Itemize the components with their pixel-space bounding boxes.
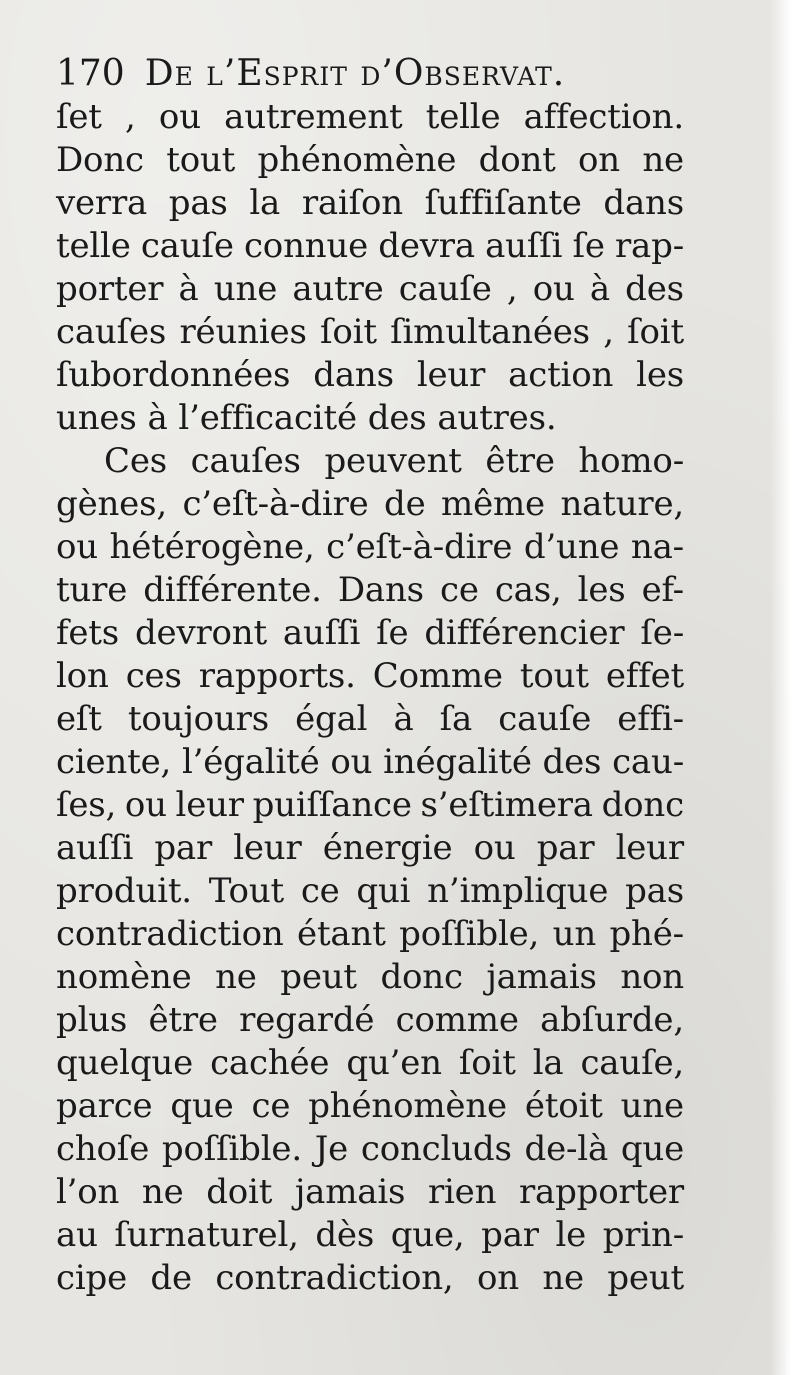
word: ture [56, 570, 128, 610]
word: comme [395, 1000, 519, 1040]
word: leur [416, 355, 486, 395]
word: dès [315, 1215, 375, 1255]
text-line [56, 612, 684, 655]
word: une [620, 1086, 684, 1126]
word: auſſi [485, 226, 563, 266]
word: rapporter [518, 1172, 684, 1212]
word: cauſe [140, 226, 234, 266]
word: cauſe [498, 699, 592, 739]
word: choſe [56, 1129, 150, 1169]
word: la [249, 183, 281, 223]
word: ſuffiſante [424, 183, 582, 223]
word: ou [473, 828, 516, 868]
word: un [552, 914, 597, 954]
word: auſſi [56, 828, 134, 868]
word: s’eſtimera [420, 785, 593, 825]
text-line [56, 182, 684, 225]
word: énergie [322, 828, 453, 868]
word: Ces [104, 441, 167, 481]
word: une [213, 269, 278, 309]
word: que, [390, 1215, 465, 1255]
word: raiſon [301, 183, 403, 223]
word: des [625, 269, 684, 309]
word: phénomène [257, 140, 457, 180]
word: à [393, 699, 414, 739]
word: des [542, 742, 602, 782]
word: ou [330, 742, 373, 782]
text-line [56, 526, 684, 569]
word: parce [56, 1086, 153, 1126]
word: jamais [294, 1172, 406, 1212]
word: phé- [609, 914, 684, 954]
text-line [56, 784, 684, 827]
word: c’eſt-à-dire [326, 527, 513, 567]
word: , [506, 269, 518, 309]
word: ſoit [320, 312, 377, 352]
word: la [532, 1043, 564, 1083]
word: concluds [360, 1129, 512, 1169]
word: devront [134, 613, 267, 653]
word: devra [378, 226, 475, 266]
word: leur [615, 828, 684, 868]
text-line [56, 1214, 684, 1257]
word: na- [630, 527, 684, 567]
word: l’efficacité [178, 398, 357, 438]
word: cauſe, [580, 1043, 684, 1083]
text-line [56, 96, 684, 139]
word: ne [542, 1258, 584, 1298]
text-line [56, 354, 684, 397]
word: connue [243, 226, 369, 266]
word: quelque [56, 1043, 194, 1083]
word: inégalité [383, 742, 532, 782]
text-line [56, 870, 684, 913]
text-line [56, 655, 684, 698]
word: même [441, 484, 545, 524]
word: plus [56, 1000, 128, 1040]
word: Donc [56, 140, 144, 180]
word: porter [56, 269, 164, 309]
word: différente. [143, 570, 322, 610]
word: égal [295, 699, 368, 739]
word: autrement [224, 97, 403, 137]
word: l’égalité [181, 742, 320, 782]
text-line [56, 956, 684, 999]
text-line [56, 268, 684, 311]
word: nature, [560, 484, 684, 524]
text-line [56, 913, 684, 956]
word: ef- [641, 570, 684, 610]
word: donc [380, 957, 463, 997]
word: cauſe [398, 269, 492, 309]
word: effi- [617, 699, 684, 739]
word: à [589, 269, 610, 309]
word: de [150, 1258, 192, 1298]
text-line [56, 1257, 684, 1300]
word: ou [124, 785, 167, 825]
word: ne [215, 957, 257, 997]
word: effet [605, 656, 684, 696]
text-line [56, 741, 684, 784]
word: ſe [376, 613, 409, 653]
word: action [508, 355, 614, 395]
word: gènes, [56, 484, 167, 524]
word: dans [603, 183, 684, 223]
word: , [125, 97, 136, 137]
word: cachée [210, 1043, 330, 1083]
text-line [56, 698, 684, 741]
word: des [367, 398, 427, 438]
word: cauſes [56, 312, 167, 352]
word: puiſſance [252, 785, 412, 825]
word: être [485, 441, 555, 481]
word: pas [625, 871, 684, 911]
word: à [178, 269, 199, 309]
word: produit. [56, 871, 192, 911]
text-line [56, 440, 684, 483]
word: homo- [578, 441, 684, 481]
text-line [56, 1085, 684, 1128]
word: on [476, 1258, 519, 1298]
word: par [154, 828, 213, 868]
word: peuvent [324, 441, 462, 481]
word: c’eſt-à-dire [182, 484, 369, 524]
word: on [578, 140, 620, 180]
word: que [620, 1129, 684, 1169]
word: ce [251, 1086, 291, 1126]
word: non [620, 957, 684, 997]
word: réunies [179, 312, 307, 352]
word: les [577, 570, 626, 610]
text-line [56, 999, 684, 1042]
word: phénomène [308, 1086, 507, 1126]
word: par [481, 1215, 539, 1255]
running-head [56, 52, 684, 96]
word: leur [233, 828, 302, 868]
word: autre [292, 269, 384, 309]
text-line [56, 483, 684, 526]
word: regardé [239, 1000, 375, 1040]
word: les [636, 355, 684, 395]
word: étant [297, 914, 386, 954]
word: Comme [372, 656, 503, 696]
word: par [536, 828, 595, 868]
word: ſe- [640, 613, 684, 653]
word: au [56, 1215, 98, 1255]
word: Dans [337, 570, 424, 610]
word: cipe [56, 1258, 128, 1298]
word: hétérogène, [109, 527, 315, 567]
word: abſurde, [540, 1000, 684, 1040]
word: contradiction, [215, 1258, 454, 1298]
word: ciente, [56, 742, 172, 782]
word: toujours [127, 699, 269, 739]
word: ou [158, 97, 201, 137]
word: nomène [56, 957, 192, 997]
word: ce [440, 570, 479, 610]
word: ſa [439, 699, 473, 739]
word: le [555, 1215, 587, 1255]
word: cas, [494, 570, 562, 610]
word: Je [314, 1129, 349, 1169]
word: Tout [208, 871, 284, 911]
text-line [56, 139, 684, 182]
word: rien [427, 1172, 497, 1212]
word: d’une [523, 527, 620, 567]
running-title: De l’Esprit d’Observat. [144, 53, 566, 94]
word: unes [56, 398, 137, 438]
word: que [170, 1086, 234, 1126]
text-line [56, 569, 684, 612]
word: auſſi [282, 613, 361, 653]
word: doit [206, 1172, 273, 1212]
word: ou [56, 527, 98, 567]
word: dont [478, 140, 556, 180]
word: dans [313, 355, 394, 395]
word: n’implique [427, 871, 609, 911]
word: à [147, 398, 168, 438]
word: ne [642, 140, 684, 180]
word: ne [141, 1172, 184, 1212]
body-text [56, 96, 684, 1300]
word: différencier [424, 613, 625, 653]
text-line [56, 397, 684, 440]
word: ou [532, 269, 575, 309]
word: cauſes [190, 441, 301, 481]
word: être [148, 1000, 218, 1040]
word: , [603, 312, 614, 352]
word: eſt [56, 699, 102, 739]
page-edge [770, 0, 800, 1375]
word: autres. [437, 398, 557, 438]
word: telle [425, 97, 501, 137]
word: ſe [572, 226, 605, 266]
word: ces [125, 656, 182, 696]
text-line [56, 225, 684, 268]
word: ſes, [56, 785, 117, 825]
word: tout [166, 140, 236, 180]
word: qu’en [346, 1043, 442, 1083]
word: leur [175, 785, 244, 825]
word: fets [56, 613, 120, 653]
word: ſoit [458, 1043, 516, 1083]
text-block [56, 52, 684, 1300]
word: telle [56, 226, 131, 266]
text-line [56, 1171, 684, 1214]
word: verra [56, 183, 148, 223]
word: peut [607, 1258, 684, 1298]
word: ſoit [627, 312, 684, 352]
word: affection. [523, 97, 684, 137]
word: pas [168, 183, 228, 223]
text-line [56, 827, 684, 870]
word: poſſible, [399, 914, 540, 954]
word: de [384, 484, 426, 524]
word: cau- [612, 742, 684, 782]
word: qui [356, 871, 411, 911]
word: prin- [602, 1215, 684, 1255]
word: ſet [56, 97, 102, 137]
text-line [56, 1042, 684, 1085]
word: de-là [524, 1129, 609, 1169]
word: ſurnaturel, [114, 1215, 299, 1255]
word: étoit [524, 1086, 603, 1126]
word: poſſible. [161, 1129, 302, 1169]
word: contradiction [56, 914, 284, 954]
word: rap- [615, 226, 684, 266]
text-line [56, 311, 684, 354]
word: tout [519, 656, 589, 696]
word: rapports. [198, 656, 356, 696]
word: ce [300, 871, 340, 911]
word: ſimultanées [390, 312, 590, 352]
word: l’on [56, 1172, 120, 1212]
page-number: 170 [56, 53, 125, 94]
word: jamais [486, 957, 597, 997]
text-line [56, 1128, 684, 1171]
word: donc [601, 785, 684, 825]
word: lon [56, 656, 109, 696]
word: peut [280, 957, 357, 997]
word: ſubordonnées [56, 355, 291, 395]
